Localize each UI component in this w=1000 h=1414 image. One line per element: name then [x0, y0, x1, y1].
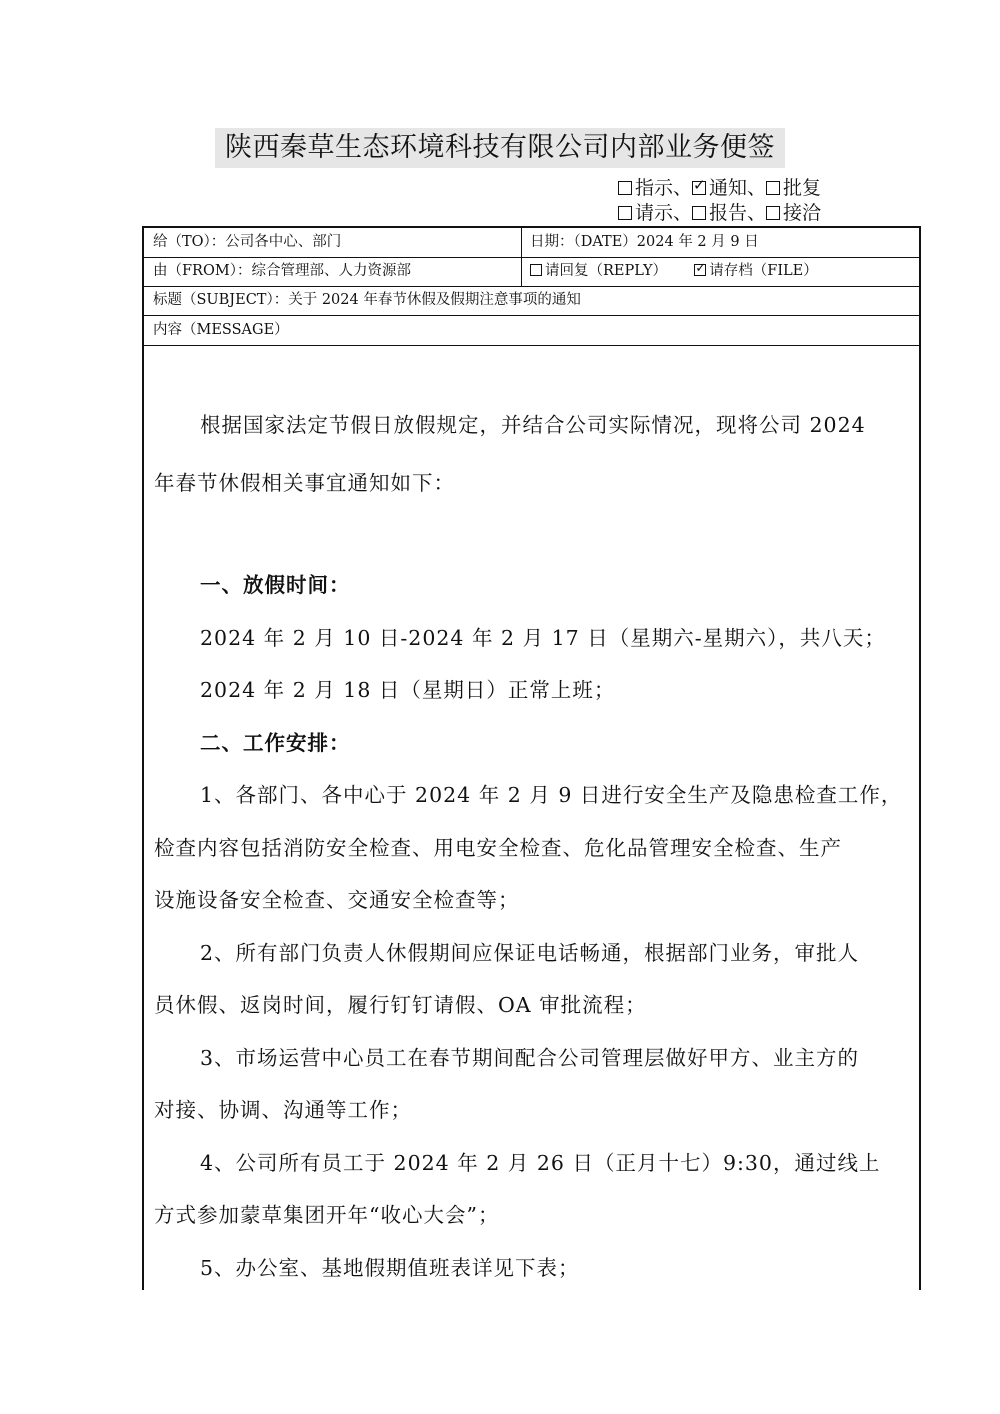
paragraph-line: 方式参加蒙草集团开年“收心大会”； [154, 1203, 500, 1227]
paragraph-line: 设施设备安全检查、交通安全检查等； [154, 888, 520, 912]
checked-box-icon [692, 181, 706, 195]
subject-row [144, 286, 919, 316]
paragraph-line: 年春节休假相关事宜通知如下： [154, 471, 455, 495]
from-row [144, 257, 919, 287]
message-label: 内容（MESSAGE） [153, 322, 289, 338]
paragraph-line: 检查内容包括消防安全检查、用电安全检查、危化品管理安全检查、生产 [154, 836, 842, 860]
checkbox-icon [766, 181, 780, 195]
checkbox-approval[interactable]: 批复 [766, 177, 821, 199]
checkbox-icon [618, 206, 632, 220]
checked-box-icon [694, 264, 706, 276]
notice-type-row-1 [618, 176, 821, 200]
checkbox-reply[interactable]: 请回复（REPLY） [530, 263, 667, 279]
paragraph-line: 2024 年 2 月 18 日（星期日）正常上班； [200, 678, 616, 702]
checkbox-file[interactable]: ✓ 请存档（FILE） [694, 263, 818, 279]
memo-frame [142, 226, 921, 1290]
message-label-row [144, 316, 919, 346]
section-heading: 一、放假时间： [200, 573, 351, 597]
paragraph-line: 1、各部门、各中心于 2024 年 2 月 9 日进行安全生产及隐患检查工作， [200, 783, 903, 807]
subject-field: 标题（SUBJECT）：关于 2024 年春节休假及假期注意事项的通知 [153, 292, 581, 308]
checkbox-request[interactable]: 请示、 [618, 202, 692, 224]
checkbox-icon [766, 206, 780, 220]
paragraph-line: 2024 年 2 月 10 日-2024 年 2 月 17 日（星期六-星期六），共八天； [200, 626, 886, 650]
notice-type-row-2 [618, 201, 821, 225]
to-row [144, 228, 919, 258]
from-field: 由（FROM）：综合管理部、人力资源部 [153, 263, 411, 279]
paragraph-line: 5、办公室、基地假期值班表详见下表； [200, 1256, 580, 1280]
checkbox-contact[interactable]: 接洽 [766, 202, 821, 224]
paragraph-line: 4、公司所有员工于 2024 年 2 月 26 日（正月十七）9:30，通过线上 [200, 1151, 881, 1175]
reply-file-field [521, 257, 818, 286]
checkbox-icon [692, 206, 706, 220]
checkbox-instruction[interactable]: 指示、 [618, 177, 692, 199]
document-title: 陕西秦草生态环境科技有限公司内部业务便签 [215, 128, 785, 168]
paragraph-line: 根据国家法定节假日放假规定，并结合公司实际情况，现将公司 2024 [200, 413, 866, 437]
paragraph-line: 2、所有部门负责人休假期间应保证电话畅通，根据部门业务，审批人 [200, 941, 860, 965]
to-field: 给（TO）：公司各中心、部门 [153, 234, 342, 250]
paragraph-line: 对接、协调、沟通等工作； [154, 1098, 412, 1122]
section-heading: 二、工作安排： [200, 731, 351, 755]
paragraph-line: 3、市场运营中心员工在春节期间配合公司管理层做好甲方、业主方的 [200, 1046, 860, 1070]
date-field: 日期：（DATE）2024 年 2 月 9 日 [530, 234, 759, 250]
checkbox-icon [618, 181, 632, 195]
checkbox-report[interactable]: 报告、 [692, 202, 766, 224]
checkbox-notice[interactable]: ✓ 通知、 [692, 177, 766, 199]
checkbox-icon [530, 264, 542, 276]
paragraph-line: 员休假、返岗时间，履行钉钉请假、OA 审批流程； [154, 993, 647, 1017]
